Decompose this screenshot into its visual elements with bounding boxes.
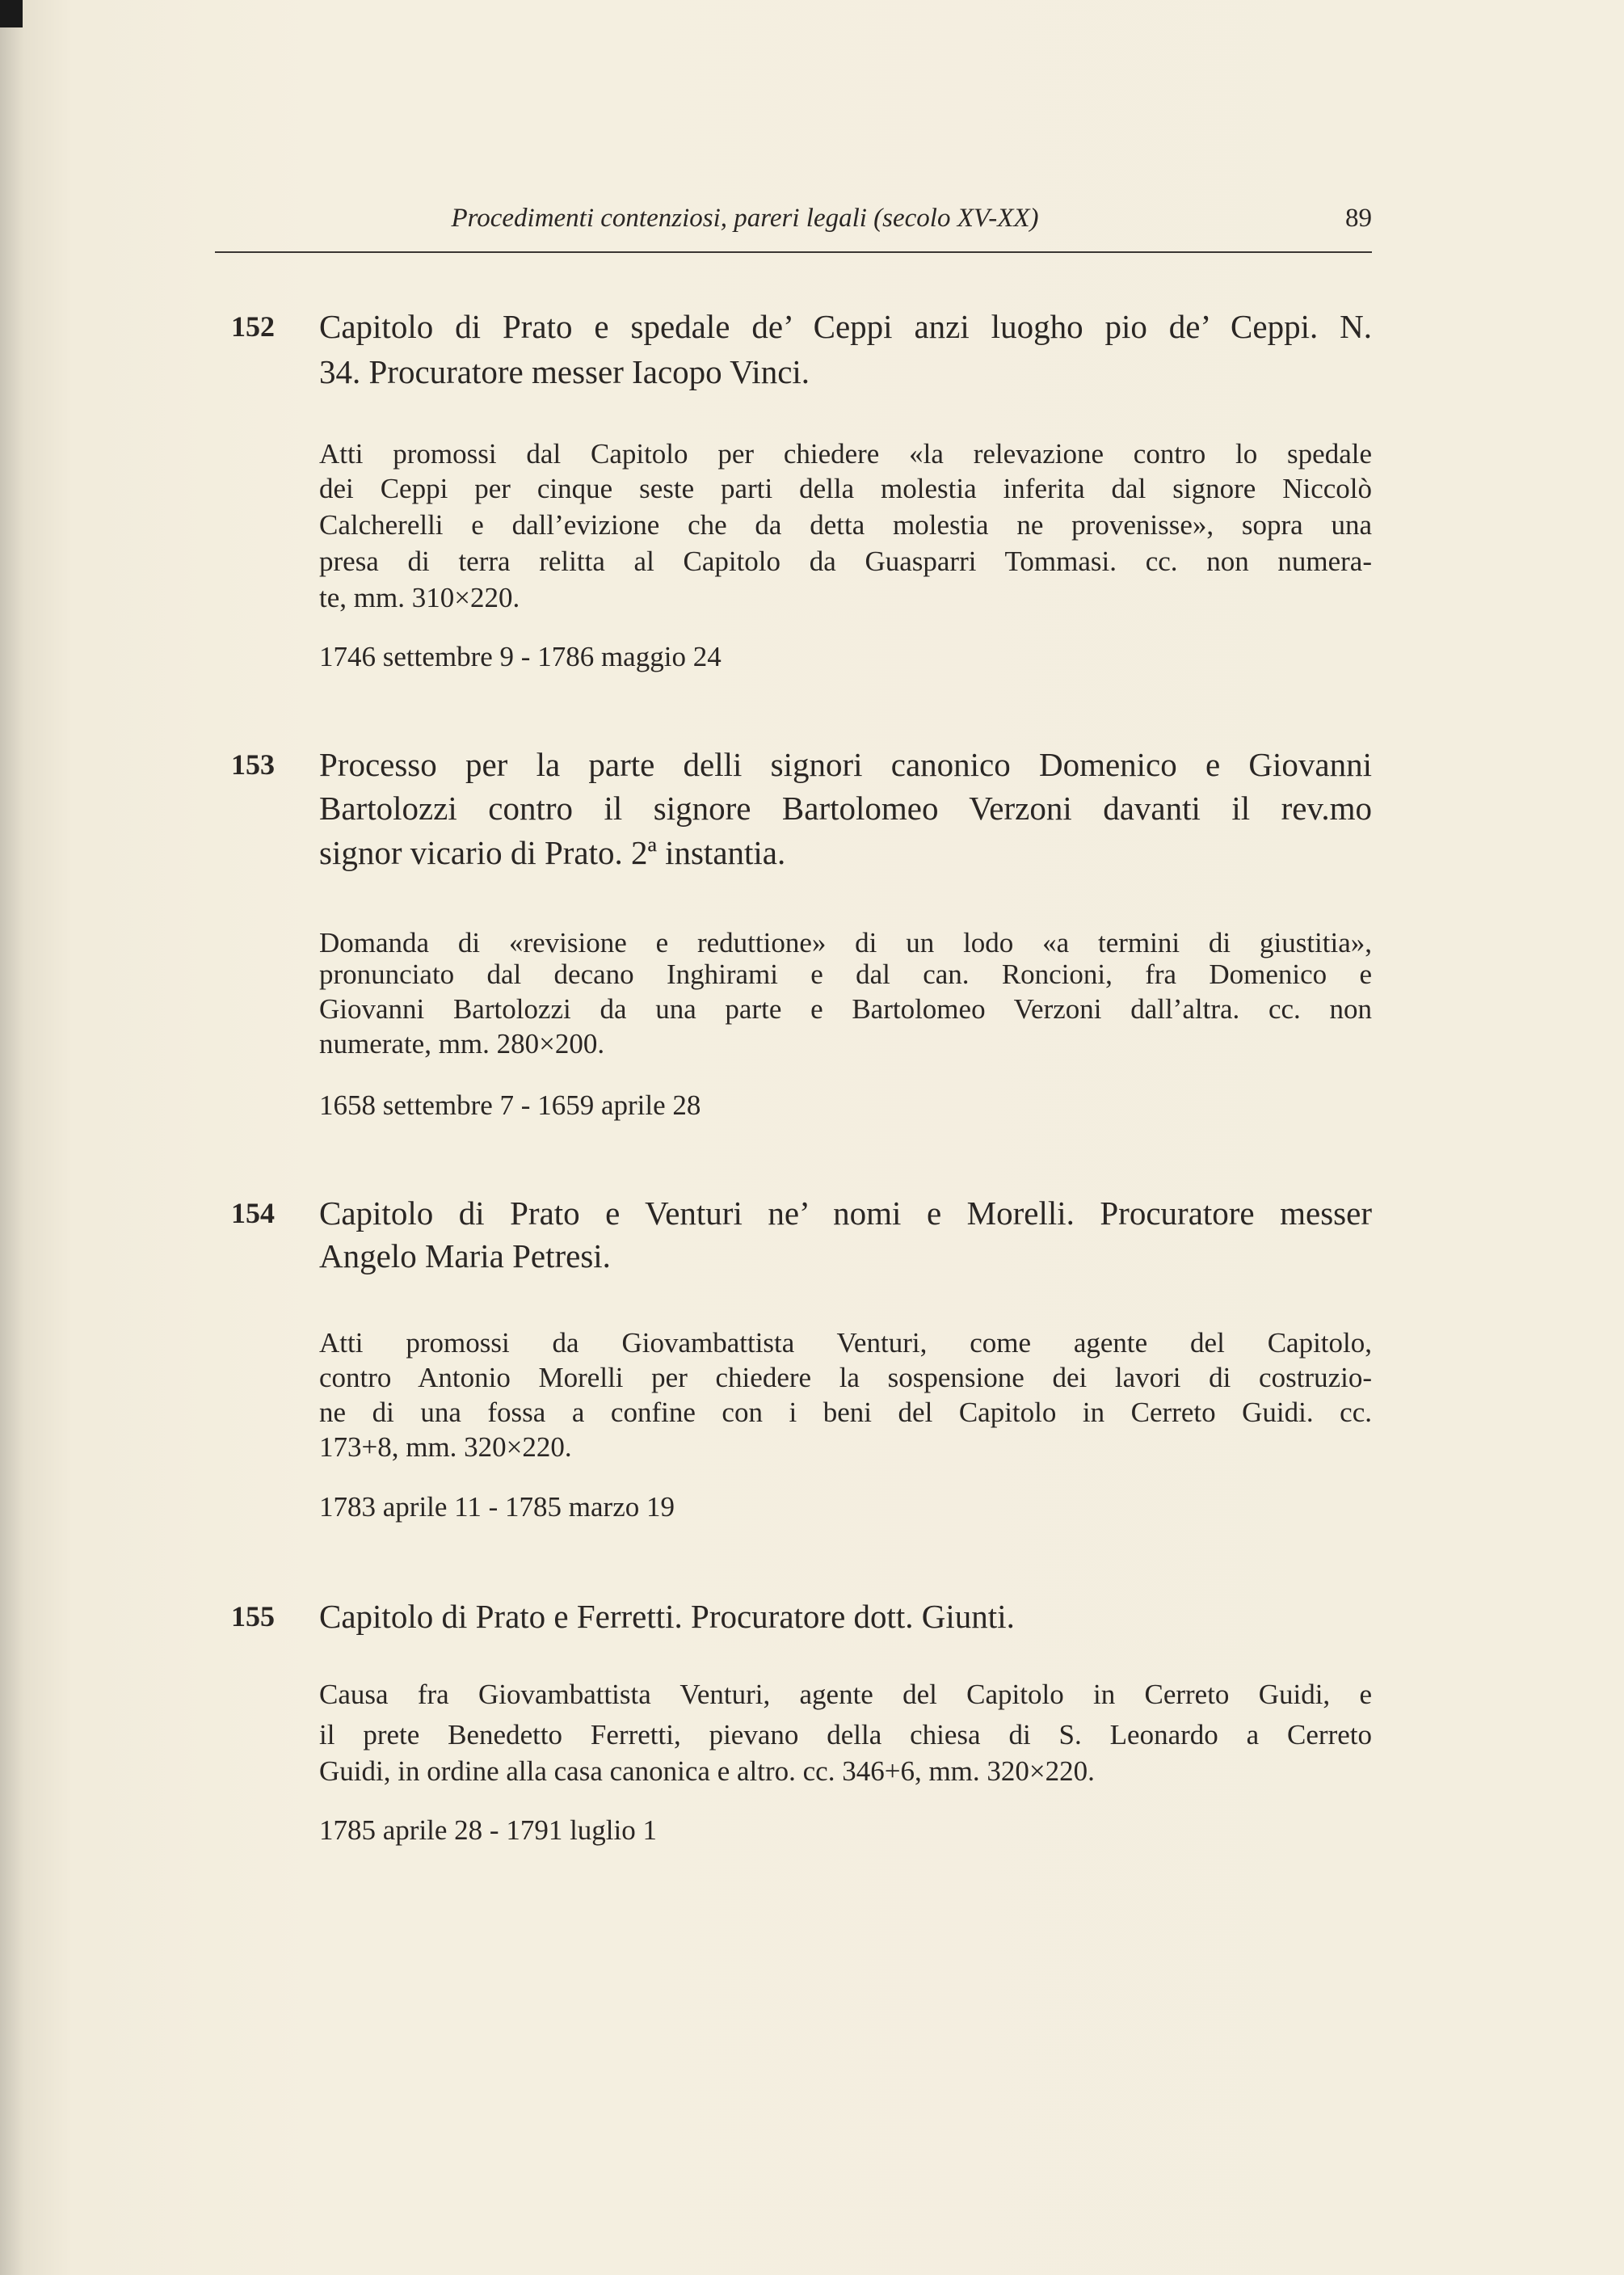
- entry-body-line: 173+8, mm. 320×220.: [319, 1431, 572, 1463]
- entry-body-line: numerate, mm. 280×200.: [319, 1028, 605, 1060]
- entry-body-line: Atti promossi da Giovambattista Venturi, come agente del Capitolo,: [319, 1327, 1372, 1359]
- entry-date: 1783 aprile 11 - 1785 marzo 19: [319, 1491, 675, 1523]
- entry-body-line: contro Antonio Morelli per chiedere la sospensione dei lavori di costruzio-: [319, 1362, 1372, 1393]
- entry-title-line: Capitolo di Prato e Ferretti. Procuratore dott. Giunti.: [319, 1598, 1015, 1635]
- entry-body-line: Calcherelli e dall’evizione che da detta molestia ne provenisse», sopra una: [319, 509, 1372, 541]
- entry-body-line: Guidi, in ordine alla casa canonica e altro. cc. 346+6, mm. 320×220.: [319, 1755, 1095, 1787]
- entry-title-line: Bartolozzi contro il signore Bartolomeo Verzoni davanti il rev.mo: [319, 790, 1372, 827]
- entry-body-line: dei Ceppi per cinque seste parti della molestia inferita dal signore Niccolò: [319, 473, 1372, 504]
- entry-title-line: Capitolo di Prato e spedale de’ Ceppi anzi luogho pio de’ Ceppi. N.: [319, 308, 1372, 345]
- entry-title-line: signor vicario di Prato. 2ª instantia.: [319, 834, 786, 871]
- entry-date: 1785 aprile 28 - 1791 luglio 1: [319, 1814, 658, 1846]
- binding-edge: [0, 0, 23, 27]
- entry-body-line: il prete Benedetto Ferretti, pievano della chiesa di S. Leonardo a Cerreto: [319, 1719, 1372, 1750]
- entry-number: 153: [231, 748, 275, 781]
- entry-body-line: Atti promossi dal Capitolo per chiedere «la relevazione contro lo spedale: [319, 438, 1372, 470]
- entry-body-line: Causa fra Giovambattista Venturi, agente del Capitolo in Cerreto Guidi, e: [319, 1679, 1372, 1710]
- entry-title-line: 34. Procuratore messer Iacopo Vinci.: [319, 353, 810, 390]
- entry-body-line: Domanda di «revisione e reduttione» di un lodo «a termini di giustitia»,: [319, 927, 1372, 958]
- entry-body-line: presa di terra relitta al Capitolo da Guasparri Tommasi. cc. non numera-: [319, 546, 1372, 577]
- entry-date: 1658 settembre 7 - 1659 aprile 28: [319, 1089, 701, 1121]
- entry-title-line: Processo per la parte delli signori canonico Domenico e Giovanni: [319, 746, 1372, 783]
- entry-number: 154: [231, 1197, 275, 1229]
- entry-title-line: Capitolo di Prato e Venturi ne’ nomi e Morelli. Procuratore messer: [319, 1194, 1372, 1232]
- running-header: [215, 204, 1372, 244]
- page-number: 89: [1345, 204, 1372, 233]
- entry-title-line: Angelo Maria Petresi.: [319, 1237, 611, 1274]
- entry-body-line: pronunciato dal decano Inghirami e dal can. Roncioni, fra Domenico e: [319, 958, 1372, 990]
- entry-body-line: te, mm. 310×220.: [319, 582, 520, 613]
- entry-number: 152: [231, 310, 275, 343]
- entry-body-line: Giovanni Bartolozzi da una parte e Bartolomeo Verzoni dall’altra. cc. non: [319, 993, 1372, 1025]
- entry-body-line: ne di una fossa a confine con i beni del Capitolo in Cerreto Guidi. cc.: [319, 1397, 1372, 1428]
- running-title: Procedimenti contenziosi, pareri legali (secolo XV-XX): [451, 204, 1039, 233]
- entry-number: 155: [231, 1600, 275, 1633]
- header-rule: [215, 251, 1372, 253]
- entry-date: 1746 settembre 9 - 1786 maggio 24: [319, 641, 722, 672]
